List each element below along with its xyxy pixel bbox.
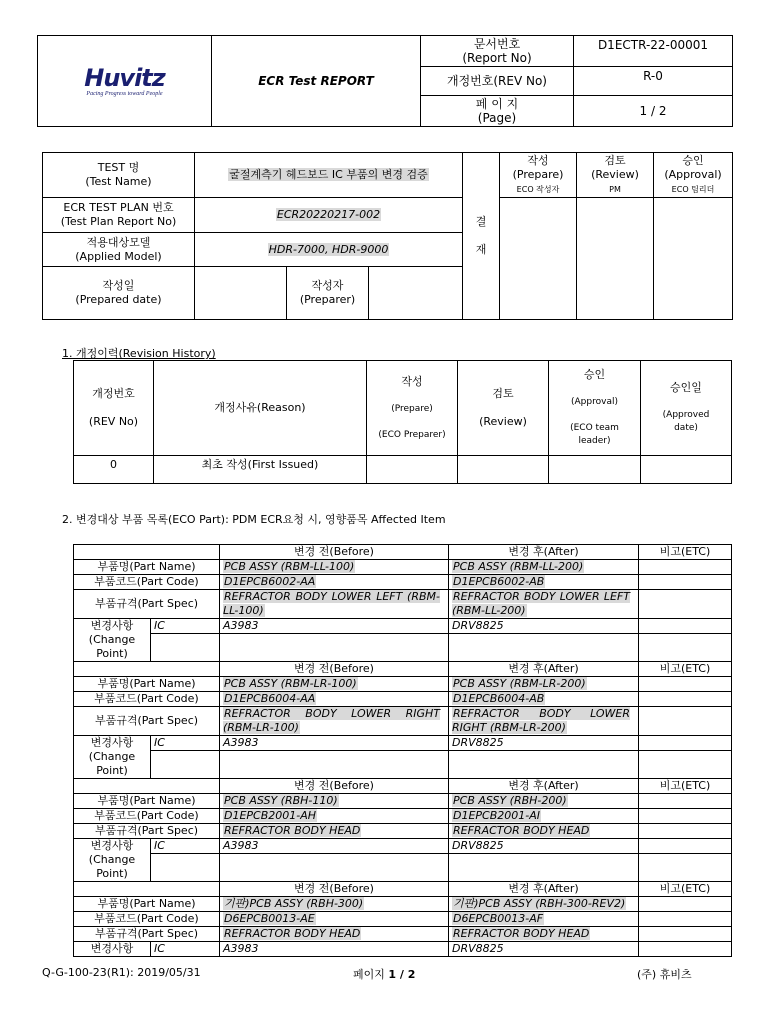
empty-cell: [449, 854, 639, 882]
eco-corner-cell: [74, 882, 220, 897]
rev-no-header: 개정번호 (REV No): [74, 361, 154, 456]
part-code-label: 부품코드(Part Code): [74, 692, 220, 707]
etc-cell: [639, 560, 732, 575]
etc-cell: [639, 942, 732, 957]
part-name-label: 부품명(Part Name): [74, 677, 220, 692]
etc-header: 비고(ETC): [639, 545, 732, 560]
empty-cell: [449, 751, 639, 779]
approval-approve-header: 승인 (Approval) ECO 팀리더: [654, 153, 733, 198]
part-name-label: 부품명(Part Name): [74, 794, 220, 809]
after-part-name: PCB ASSY (RBM-LR-200): [449, 677, 639, 692]
test-plan-no-value: ECR20220217-002: [195, 198, 463, 233]
test-plan-no-label: ECR TEST PLAN 번호 (Test Plan Report No): [43, 198, 195, 233]
change-item-empty: [151, 751, 220, 779]
table-row: [74, 677, 732, 692]
eco-block-header-row: [74, 545, 732, 560]
document-header: [37, 35, 733, 127]
after-part-name: PCB ASSY (RBH-200): [449, 794, 639, 809]
etc-cell: [639, 809, 732, 824]
table-row: [74, 751, 732, 779]
approval-prepare-header: 작성 (Prepare) ECO 작성자: [500, 153, 577, 198]
rev-no-value: R-0: [574, 67, 733, 96]
test-info-table: [42, 152, 733, 320]
applied-model-label: 적용대상모델 (Applied Model): [43, 233, 195, 267]
before-change-value: A3983: [220, 619, 449, 634]
table-row: [74, 912, 732, 927]
approval-header: 승인 (Approval) (ECO team leader): [549, 361, 641, 456]
after-header: 변경 후(After): [449, 882, 639, 897]
after-change-value: DRV8825: [449, 942, 639, 957]
eco-part-table: [73, 544, 732, 957]
etc-cell: [639, 634, 732, 662]
change-item-empty: [151, 854, 220, 882]
after-change-value: DRV8825: [449, 839, 639, 854]
approved-date-cell: [641, 456, 732, 484]
empty-cell: [449, 634, 639, 662]
etc-cell: [639, 619, 732, 634]
part-code-label: 부품코드(Part Code): [74, 912, 220, 927]
etc-cell: [639, 575, 732, 590]
etc-cell: [639, 839, 732, 854]
part-code-label: 부품코드(Part Code): [74, 575, 220, 590]
table-row: [74, 809, 732, 824]
logo-tagline: Pacing Progress toward People: [86, 90, 163, 97]
table-row: [74, 692, 732, 707]
change-item-empty: [151, 634, 220, 662]
approval-column-header: 결 재: [463, 153, 500, 320]
change-item: IC: [151, 942, 220, 957]
etc-cell: [639, 824, 732, 839]
after-part-spec: REFRACTOR BODY LOWER RIGHT (RBM-LR-200): [449, 707, 639, 736]
change-item: IC: [151, 839, 220, 854]
before-change-value: A3983: [220, 839, 449, 854]
before-part-spec: REFRACTOR BODY HEAD: [220, 927, 449, 942]
after-header: 변경 후(After): [449, 662, 639, 677]
table-row: [74, 707, 732, 736]
table-row: [74, 634, 732, 662]
company-name: (주) 휴비츠: [637, 968, 692, 981]
before-change-value: A3983: [220, 736, 449, 751]
table-row: [74, 794, 732, 809]
change-item: IC: [151, 736, 220, 751]
eco-part-heading: 2. 변경대상 부품 목록(ECO Part): PDM ECR요청 시, 영향품목 Affected Item: [62, 513, 446, 526]
eco-corner-cell: [74, 779, 220, 794]
table-row: [74, 839, 732, 854]
approval-review-sign: [577, 198, 654, 320]
report-no-value: D1ECTR-22-00001: [574, 36, 733, 67]
after-part-spec: REFRACTOR BODY HEAD: [449, 824, 639, 839]
document-title: ECR Test REPORT: [212, 36, 421, 127]
approved-date-header: 승인일 (Approved date): [641, 361, 732, 456]
approval-review-header: 검토 (Review) PM: [577, 153, 654, 198]
after-part-code: D1EPCB2001-AI: [449, 809, 639, 824]
review-cell: [458, 456, 549, 484]
part-name-label: 부품명(Part Name): [74, 560, 220, 575]
report-no-label: 문서번호 (Report No): [421, 36, 574, 67]
part-code-label: 부품코드(Part Code): [74, 809, 220, 824]
after-part-code: D1EPCB6002-AB: [449, 575, 639, 590]
before-header: 변경 전(Before): [220, 882, 449, 897]
page-value: 1 / 2: [574, 96, 733, 127]
after-part-code: D6EPCB0013-AF: [449, 912, 639, 927]
etc-cell: [639, 736, 732, 751]
before-header: 변경 전(Before): [220, 545, 449, 560]
after-change-value: DRV8825: [449, 619, 639, 634]
change-point-label: 변경사항: [74, 942, 151, 957]
after-header: 변경 후(After): [449, 779, 639, 794]
etc-cell: [639, 707, 732, 736]
before-part-code: D6EPCB0013-AE: [220, 912, 449, 927]
after-part-spec: REFRACTOR BODY LOWER LEFT (RBM-LL-200): [449, 590, 639, 619]
page-label: 페 이 지 (Page): [421, 96, 574, 127]
etc-cell: [639, 751, 732, 779]
etc-cell: [639, 692, 732, 707]
change-item: IC: [151, 619, 220, 634]
prepare-header: 작성 (Prepare) (ECO Preparer): [367, 361, 458, 456]
after-part-code: D1EPCB6004-AB: [449, 692, 639, 707]
form-number: Q-G-100-23(R1): 2019/05/31: [42, 966, 201, 979]
reason-header: 개정사유(Reason): [154, 361, 367, 456]
table-row: [74, 824, 732, 839]
footer-page: 페이지 1 / 2: [353, 968, 416, 981]
etc-cell: [639, 677, 732, 692]
part-spec-label: 부품규격(Part Spec): [74, 927, 220, 942]
approval-approve-sign: [654, 198, 733, 320]
empty-cell: [220, 751, 449, 779]
part-spec-label: 부품규격(Part Spec): [74, 824, 220, 839]
before-part-name: PCB ASSY (RBM-LR-100): [220, 677, 449, 692]
before-part-code: D1EPCB6002-AA: [220, 575, 449, 590]
company-logo: [38, 36, 212, 127]
change-point-label: 변경사항 (Change Point): [74, 619, 151, 662]
review-header: 검토 (Review): [458, 361, 549, 456]
table-row: [74, 590, 732, 619]
before-part-name: 기판)PCB ASSY (RBH-300): [220, 897, 449, 912]
etc-header: 비고(ETC): [639, 882, 732, 897]
table-row: [74, 736, 732, 751]
empty-cell: [220, 634, 449, 662]
etc-header: 비고(ETC): [639, 662, 732, 677]
table-row: [74, 942, 732, 957]
rev-no-label: 개정번호(REV No): [421, 67, 574, 96]
rev-no-cell: 0: [74, 456, 154, 484]
applied-model-value: HDR-7000, HDR-9000: [195, 233, 463, 267]
before-header: 변경 전(Before): [220, 662, 449, 677]
before-part-spec: REFRACTOR BODY LOWER LEFT (RBM-LL-100): [220, 590, 449, 619]
after-header: 변경 후(After): [449, 545, 639, 560]
logo-wordmark: Huvitz: [84, 63, 165, 92]
before-part-code: D1EPCB2001-AH: [220, 809, 449, 824]
etc-cell: [639, 854, 732, 882]
test-name-value: 굴절계측기 헤드보드 IC 부품의 변경 검증: [195, 153, 463, 198]
eco-corner-cell: [74, 662, 220, 677]
preparer-label: 작성자 (Preparer): [287, 267, 369, 320]
before-change-value: A3983: [220, 942, 449, 957]
after-part-name: PCB ASSY (RBM-LL-200): [449, 560, 639, 575]
etc-cell: [639, 912, 732, 927]
table-row: [74, 575, 732, 590]
etc-cell: [639, 897, 732, 912]
table-row: [74, 927, 732, 942]
before-part-spec: REFRACTOR BODY HEAD: [220, 824, 449, 839]
change-point-label: 변경사항 (Change Point): [74, 736, 151, 779]
revision-history-heading: 1. 개정이력(Revision History): [62, 347, 216, 360]
eco-corner-cell: [74, 545, 220, 560]
etc-header: 비고(ETC): [639, 779, 732, 794]
preparer-value: [369, 267, 463, 320]
before-part-spec: REFRACTOR BODY LOWER RIGHT (RBM-LR-100): [220, 707, 449, 736]
eco-block-header-row: [74, 662, 732, 677]
table-row: [74, 619, 732, 634]
table-row: [74, 897, 732, 912]
after-change-value: DRV8825: [449, 736, 639, 751]
test-name-label: TEST 명 (Test Name): [43, 153, 195, 198]
eco-block-header-row: [74, 882, 732, 897]
empty-cell: [220, 854, 449, 882]
after-part-name: 기판)PCB ASSY (RBH-300-REV2): [449, 897, 639, 912]
reason-cell: 최초 작성(First Issued): [154, 456, 367, 484]
approval-cell: [549, 456, 641, 484]
prepared-date-label: 작성일 (Prepared date): [43, 267, 195, 320]
table-row: [74, 854, 732, 882]
etc-cell: [639, 927, 732, 942]
before-part-name: PCB ASSY (RBM-LL-100): [220, 560, 449, 575]
revision-history-table: [73, 360, 732, 484]
after-part-spec: REFRACTOR BODY HEAD: [449, 927, 639, 942]
table-row: [74, 560, 732, 575]
before-part-code: D1EPCB6004-AA: [220, 692, 449, 707]
before-part-name: PCB ASSY (RBH-110): [220, 794, 449, 809]
approval-prepare-sign: [500, 198, 577, 320]
prepare-cell: [367, 456, 458, 484]
before-header: 변경 전(Before): [220, 779, 449, 794]
prepared-date-value: [195, 267, 287, 320]
etc-cell: [639, 590, 732, 619]
part-spec-label: 부품규격(Part Spec): [74, 707, 220, 736]
eco-block-header-row: [74, 779, 732, 794]
change-point-label: 변경사항 (Change Point): [74, 839, 151, 882]
table-row: [74, 456, 732, 484]
part-name-label: 부품명(Part Name): [74, 897, 220, 912]
part-spec-label: 부품규격(Part Spec): [74, 590, 220, 619]
etc-cell: [639, 794, 732, 809]
